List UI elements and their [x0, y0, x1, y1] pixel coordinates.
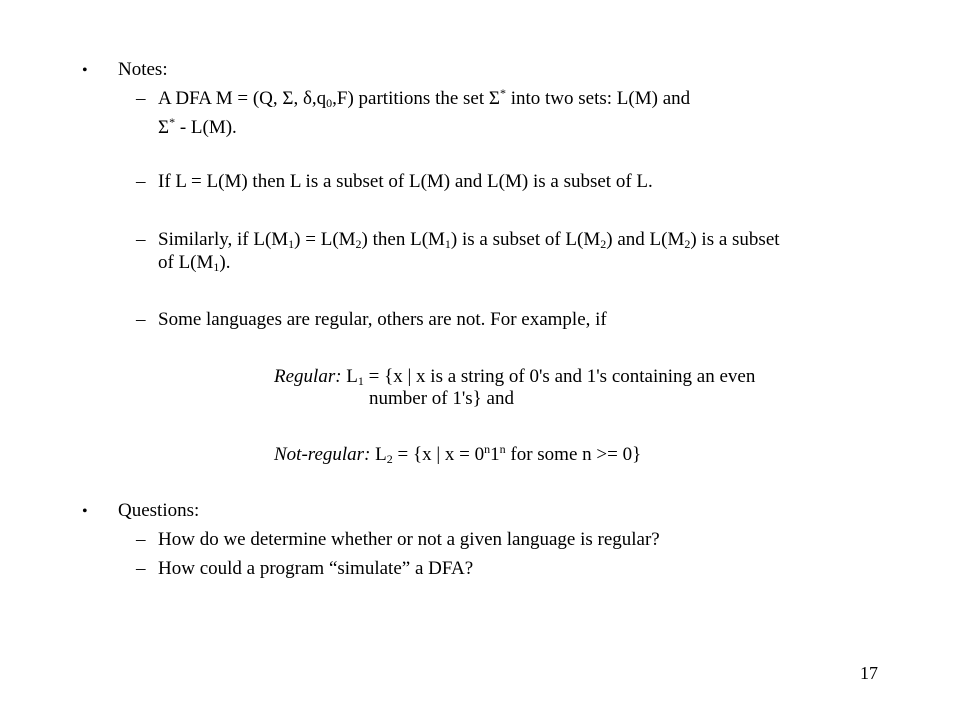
- note-item-dfa-partition-line1: A DFA M = (Q, Σ, $\delta,q_0,F$) partitions the set Σ* into two sets: L(M) and: [158, 86, 691, 110]
- note-item-regular-example: Some languages are regular, others are not. For example, if: [158, 309, 607, 330]
- not-regular-language-def: Not-regular: $L_2 = \{x$ | $x = 0^n1^n$ for some n >= 0}: [274, 442, 642, 466]
- regular-language-def-line2: number of 1's} and: [369, 388, 514, 409]
- note-item-subset: If L = L(M) then L is a subset of L(M) and L(M) is a subset of L.: [158, 171, 653, 192]
- question-item-simulate-dfa: How could a program “simulate” a DFA?: [158, 558, 474, 579]
- note-item-similarly-line1: Similarly, if $L(M_1) = L(M_2)$ then $L(M_1)$ is a subset of $L(M_2)$ and $L(M_2)$ is a subset: [158, 229, 780, 251]
- notes-bullet: •: [82, 62, 88, 79]
- notes-heading: Notes:: [118, 59, 168, 80]
- dash-4: –: [136, 309, 146, 330]
- dash-1: –: [136, 88, 146, 109]
- note-item-similarly-line2: of $L(M_1)$.: [158, 252, 231, 274]
- questions-bullet: •: [82, 503, 88, 520]
- question-item-determine-regular: How do we determine whether or not a given language is regular?: [158, 529, 660, 550]
- regular-language-def-line1: Regular: $L_1 = \{x$ | x is a string of 0's and 1's containing an even: [274, 366, 756, 388]
- questions-heading: Questions:: [118, 500, 200, 521]
- dash-3: –: [136, 229, 146, 250]
- dash-2: –: [136, 171, 146, 192]
- page-number: 17: [860, 663, 878, 683]
- note-item-dfa-partition-line2: Σ* - L(M).: [158, 115, 237, 138]
- dash-6: –: [136, 558, 146, 579]
- dash-5: –: [136, 529, 146, 550]
